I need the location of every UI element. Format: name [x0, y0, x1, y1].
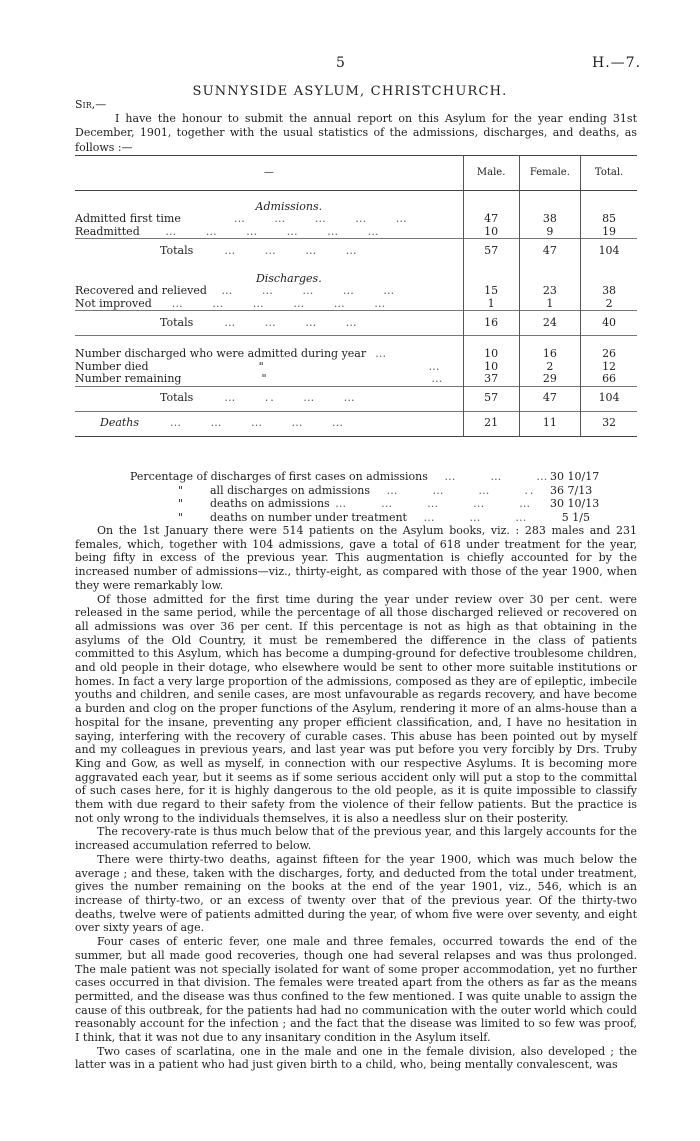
cell-male: 10	[463, 361, 519, 374]
header-total: Total.	[581, 156, 637, 191]
cell-female: 47	[519, 386, 581, 411]
header-female: Female.	[519, 156, 581, 191]
row-label: Admitted first time	[75, 212, 181, 225]
cell-female: 47	[519, 239, 581, 264]
row-label: Number died	[75, 359, 149, 373]
report-body	[75, 524, 637, 1072]
cell-total: 66	[581, 373, 637, 386]
ditto-mark: "	[261, 372, 267, 385]
percentages-block	[130, 470, 600, 524]
totals-row: Totals … … … … 57 47 104	[75, 239, 637, 264]
percentage-value: 5 1/5	[561, 510, 590, 524]
cell-male: 47	[463, 213, 519, 226]
percentage-row: " all discharges on admissions … … … .. 36 7/13	[130, 484, 590, 498]
deaths-row: Deaths … … … … … 21 11 32	[75, 411, 637, 436]
row-label: Totals	[160, 391, 194, 405]
ditto-mark: "	[178, 497, 184, 510]
cell-female: 16	[519, 348, 581, 361]
cell-female: 2	[519, 361, 581, 374]
cell-female: 29	[519, 373, 581, 386]
percentage-label: Percentage of discharges of first cases on admissions	[130, 470, 428, 483]
ditto-mark: "	[178, 510, 184, 524]
percentage-label: all discharges on admissions	[210, 483, 370, 497]
table-row: Number remaining " … 37 29 66	[75, 373, 637, 386]
table-row: Recovered and relieved … … … … … 15 23 38	[75, 285, 637, 298]
row-label: Deaths	[100, 416, 140, 430]
body-paragraph: Four cases of enteric fever, one male and three females, occurred towards the end of the summer, but all made good recoveries, though one had several relapses and was thus prolonged. The male patient was not specially isolated for want of some proper accommodation, yet no further cases occurred in that division. The females were treated apart from the others as far as the means permitted, and the disease was thus confined to the few mentioned. I was quite unable to assign the cause of this outbreak, for the patients had had no communication with the outer world which could reasonably account for the infection ; and the fact that the disease was limited to so few was proof, I think, that it was not due to any insanitary condition in the Asylum itself.	[75, 935, 637, 1045]
cell-female: 24	[519, 311, 581, 336]
cell-male: 15	[463, 285, 519, 298]
row-label: Readmitted	[75, 224, 140, 238]
body-paragraph: There were thirty-two deaths, against fifteen for the year 1900, which was much below the average ; and these, taken with the discharges, forty, and deducted from the total under treatment, gives the number remaining on the books at the end of the year 1901, viz., 546, which is an increase of thirty-two, or an excess of twenty over that of the previous year. Of the thirty-two deaths, twelve were of patients admitted during the year, of whom five were over seventy, and eight over sixty years of age.	[75, 852, 637, 935]
table-row: Number died " … 10 2 12	[75, 361, 637, 374]
percentage-label: deaths on admissions	[210, 497, 330, 510]
salutation: Sir,—	[75, 98, 107, 111]
table-row: Not improved … … … … … … 1 1 2	[75, 298, 637, 311]
row-label: Totals	[160, 243, 194, 257]
statistics-table	[75, 155, 637, 437]
report-title: SUNNYSIDE ASYLUM, CHRISTCHURCH.	[192, 84, 508, 99]
section-heading-row	[75, 263, 637, 285]
cell-female: 23	[519, 285, 581, 298]
row-label: Number discharged who were admitted during year	[75, 347, 367, 360]
cell-total: 85	[581, 213, 637, 226]
cell-male: 57	[463, 386, 519, 411]
cell-total: 12	[581, 361, 637, 374]
cell-female: 38	[519, 213, 581, 226]
table-row: Admitted first time … … … … … 47 38 85	[75, 213, 637, 226]
section-heading-row	[75, 191, 637, 214]
cell-female: 1	[519, 298, 581, 311]
cell-male: 21	[463, 411, 519, 436]
row-label: Recovered and relieved	[75, 284, 207, 297]
page-number: 5	[336, 55, 345, 71]
body-paragraph: Two cases of scarlatina, one in the male and one in the female division, also developed ; the latter was in a patient who had just given birth to a child, who, being mentally convalescent, was	[75, 1044, 637, 1072]
percentage-row: " deaths on admissions … … … … … 30 10/13	[130, 497, 590, 511]
percentage-value: 36 7/13	[550, 483, 593, 497]
header-male: Male.	[463, 156, 519, 191]
cell-female: 9	[519, 226, 581, 239]
row-label: Number remaining	[75, 372, 182, 385]
body-paragraph: The recovery-rate is thus much below that of the previous year, and this largely accounts for the increased accumulation referred to below.	[75, 825, 637, 853]
cell-total: 26	[581, 348, 637, 361]
percentage-value: 30 10/13	[550, 497, 600, 510]
cell-male: 57	[463, 239, 519, 264]
cell-total: 40	[581, 311, 637, 336]
table-row: Readmitted … … … … … … 10 9 19	[75, 226, 637, 239]
percentage-value: 30 10/17	[550, 470, 600, 483]
cell-male: 1	[463, 298, 519, 311]
cell-male: 37	[463, 373, 519, 386]
report-code: H.—7.	[592, 55, 642, 71]
cell-total: 104	[581, 386, 637, 411]
cell-total: 104	[581, 239, 637, 264]
cell-male: 10	[463, 226, 519, 239]
percentage-row: Percentage of discharges of first cases on admissions … … … 30 10/17	[130, 470, 600, 483]
percentage-row: " deaths on number under treatment … … … 5 1/5	[130, 511, 590, 525]
section-discharges: Discharges.	[255, 271, 322, 285]
totals-row: Totals … … … … 16 24 40	[75, 311, 637, 336]
cell-total: 38	[581, 285, 637, 298]
cell-female: 11	[519, 411, 581, 436]
row-label: Not improved	[75, 296, 152, 310]
cell-male: 16	[463, 311, 519, 336]
percentage-label: deaths on number under treatment	[210, 510, 407, 524]
table-header-row	[75, 156, 637, 191]
ditto-mark: "	[258, 359, 264, 373]
body-paragraph: Of those admitted for the first time during the year under review over 30 per cent. were released in the same period, while the percentage of all those discharged relieved or recovered on all admissions was over 36 per cent. If this percentage is not as high as that obtaining in the asylums of the Old Country, it must be remembered the difference in the class of patients committed to this Asylum, which has become a dumping-ground for defective troublesome children, and old people in their dotage, who elsewhere would be sent to other more suitable institutions or homes. In fact a very large proportion of the admissions, composed as they are of epileptic, imbecile youths and children, and senile cases, are most unfavourable as regards recovery, and have become a burden and clog on the proper functions of the Asylum, rendering it more of an alms-house than a hospital for the insane, preventing any proper efficient classification, and, I have no hesitation in saying, interfering with the recovery of curable cases. This abuse has been pointed out by myself and my colleagues in previous years, and last year was put before you very forcibly by Drs. Truby King and Gow, as well as myself, in connection with our respective Asylums. It is becoming more aggravated each year, but it seems as if some serious accident only will put a stop to the committal of such cases here, for it is highly dangerous to the old people, as it is quite impossible to classify them with due regard to their safety from the violence of their fellow patients. But the practice is not only wrong to the individuals themselves, it is also a needless slur on their posterity.	[75, 592, 637, 825]
row-label: Totals	[160, 315, 194, 329]
table-row: Number discharged who were admitted during year … 10 16 26	[75, 348, 637, 361]
totals-row: Totals … .. … … 57 47 104	[75, 386, 637, 411]
cell-male: 10	[463, 348, 519, 361]
cell-total: 32	[581, 411, 637, 436]
ditto-mark: "	[178, 483, 184, 497]
section-admissions: Admissions.	[255, 199, 323, 213]
body-paragraph: On the 1st January there were 514 patients on the Asylum books, viz. : 283 males and 231 females, which, together with 104 admissions, gave a total of 618 under treatment for the year, being fifty in excess of the previous year. This augmentation is chiefly accounted for by the increased number of admissions—viz., thirty-eight, as compared with those of the year 1900, when they were remarkably low.	[75, 524, 637, 592]
cell-total: 19	[581, 226, 637, 239]
header-label: —	[75, 156, 463, 191]
intro-paragraph: I have the honour to submit the annual report on this Asylum for the year ending 31st December, 1901, together with the usual statistics of the admissions, discharges, and deaths, as follows :—	[75, 112, 637, 154]
cell-total: 2	[581, 298, 637, 311]
